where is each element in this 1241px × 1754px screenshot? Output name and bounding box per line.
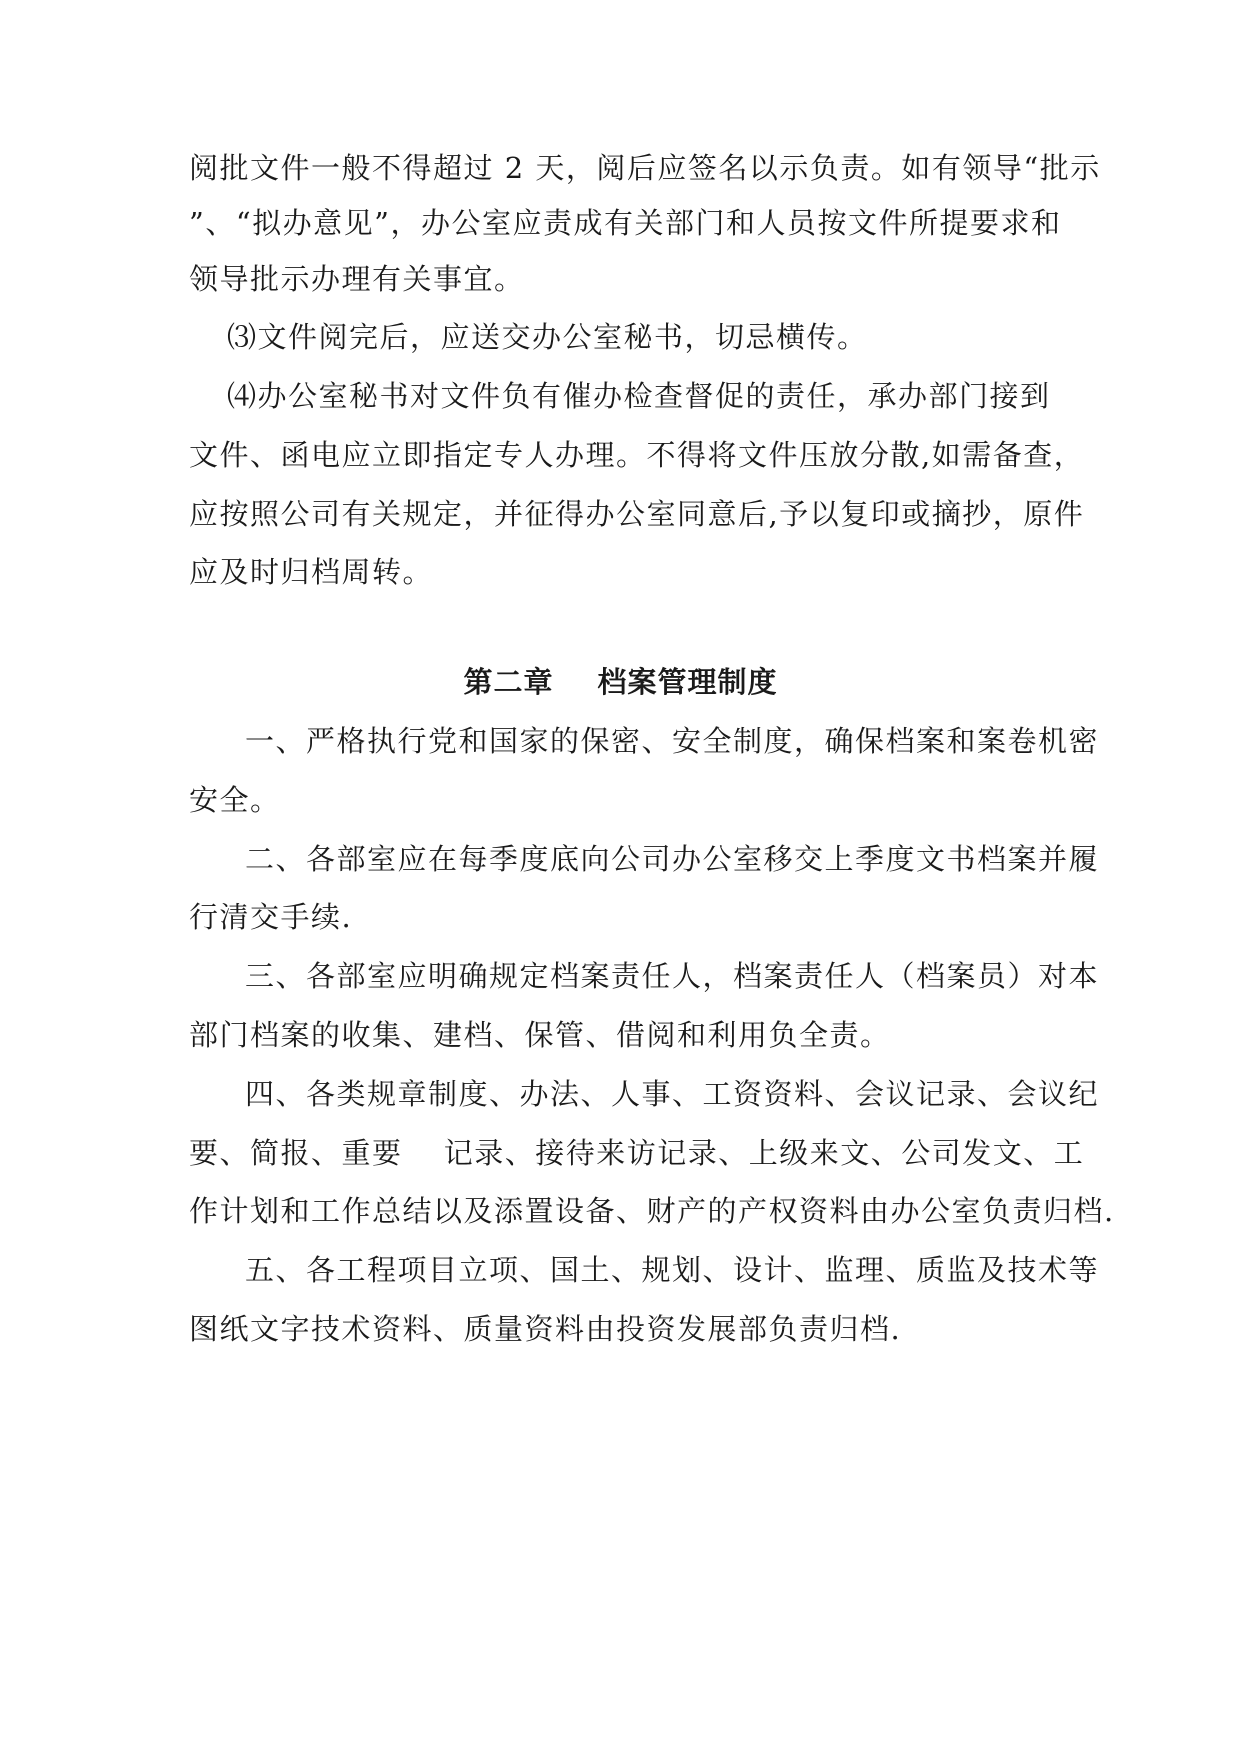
clause-3-line: 三、各部室应明确规定档案责任人，档案责任人（档案员）对本 [245,959,1100,993]
item-3-line: ⑶文件阅完后，应送交办公室秘书，切忌横传。 [227,320,868,354]
clause-1-line: 安全。 [189,783,281,817]
paragraph-line: 领导批示办理有关事宜。 [189,262,525,296]
clause-3-line: 部门档案的收集、建档、保管、借阅和利用负全责。 [189,1018,891,1052]
clause-4-line: 要、简报、重要 记录、接待来访记录、上级来文、公司发文、工 [189,1136,1085,1170]
clause-4-line: 四、各类规章制度、办法、人事、工资资料、会议记录、会议纪 [245,1077,1100,1111]
clause-2-line: 行清交手续. [189,900,353,934]
item-4-line: 应按照公司有关规定，并征得办公室同意后,予以复印或摘抄，原件 [189,497,1085,531]
clause-2-line: 二、各部室应在每季度底向公司办公室移交上季度文书档案并履 [245,842,1100,876]
paragraph-line: ”、“拟办意见”，办公室应责成有关部门和人员按文件所提要求和 [189,206,1062,240]
item-4-line: ⑷办公室秘书对文件负有催办检查督促的责任，承办部门接到 [227,379,1051,413]
item-4-line: 文件、函电应立即指定专人办理。不得将文件压放分散,如需备查， [189,438,1085,472]
item-4-line: 应及时归档周转。 [189,555,434,589]
clause-5-line: 五、各工程项目立项、国土、规划、设计、监理、质监及技术等 [245,1253,1100,1287]
paragraph-line: 阅批文件一般不得超过 2 天，阅后应签名以示负责。如有领导“批示 [189,151,1101,185]
clause-1-line: 一、严格执行党和国家的保密、安全制度，确保档案和案卷机密 [245,724,1100,758]
clause-5-line: 图纸文字技术资料、质量资料由投资发展部负责归档. [189,1312,902,1346]
clause-4-line: 作计划和工作总结以及添置设备、财产的产权资料由办公室负责归档. [189,1194,1115,1228]
chapter-heading [0,662,1241,702]
chapter-number: 第二章 [463,665,554,699]
chapter-title: 档案管理制度 [597,665,778,699]
